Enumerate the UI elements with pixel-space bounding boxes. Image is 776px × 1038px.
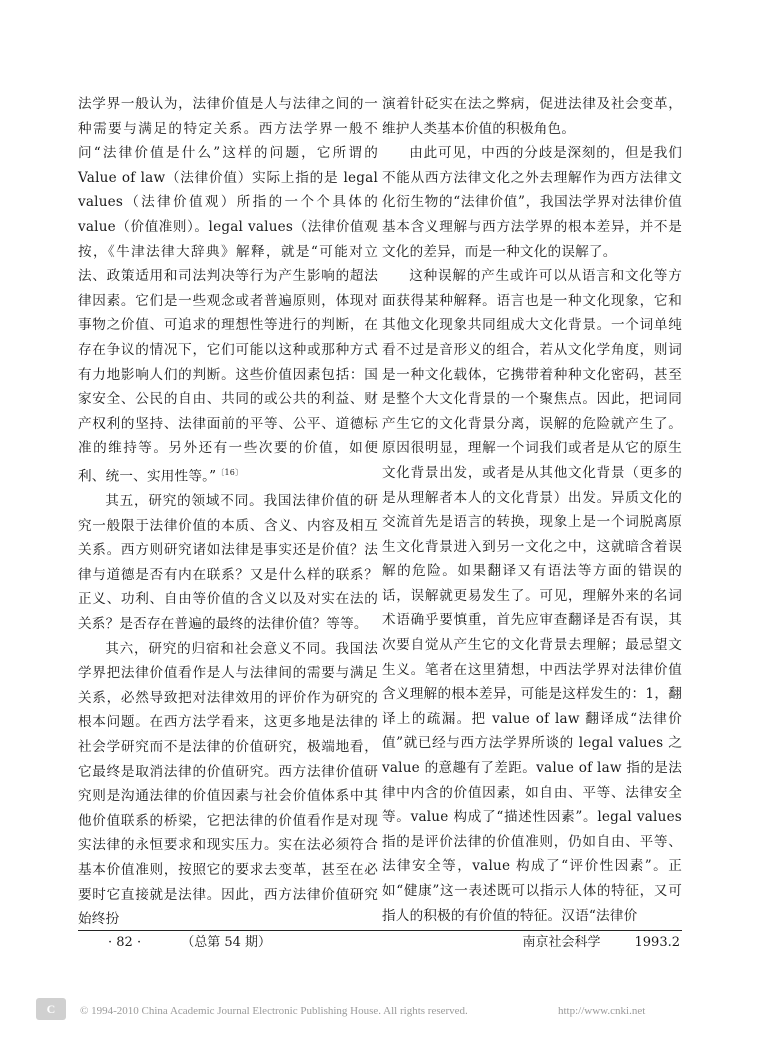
cnki-logo-icon: C bbox=[36, 998, 66, 1020]
paragraph: 其六，研究的归宿和社会意义不同。我国法学界把法律价值看作是人与法律间的需要与满足关系，必然导致把对法律效用的评价作为研究的根本问题。在西方法学看来，这更多地是法律的社会学研究而不是法律的价值研究，极端地看，它最终是取消法律的价值研究。西方法律价值研究则是沟通法律的价值因素与社会价值体系中其他价值联系的桥梁，它把法律的价值看作是对现实法律的永恒要求和现实压力。实在法必须符合基本价值准则，按照它的要求去变革，甚至在必要时它直接就是法律。因此，西方法律价值研究始终扮 bbox=[78, 640, 378, 928]
footer-left bbox=[108, 934, 271, 952]
paragraph: 演着针砭实在法之弊病，促进法律及社会变革，维护人类基本价值的积极角色。 bbox=[382, 96, 682, 137]
issue-date: 1993.2 bbox=[634, 935, 680, 950]
journal-name: 南京社会科学 bbox=[522, 935, 601, 950]
right-text-column bbox=[382, 92, 682, 928]
left-text-column bbox=[78, 92, 378, 932]
footer-rule bbox=[78, 930, 682, 931]
paragraph: 由此可见，中西的分歧是深刻的，但是我们不能从西方法律文化之外去理解作为西方法律文化衍生物的“法律价值”，我国法学界对法律价值基本含义理解与西方法学界的根本差异，并不是文化的差异，而是一种文化的误解了。 bbox=[382, 145, 682, 260]
paragraph: 其五，研究的领域不同。我国法律价值的研究一般限于法律价值的本质、含义、内容及相互关系。西方则研究诸如法律是事实还是价值？法律与道德是否有内在联系？又是什么样的联系？正义、功利、自由等价值的含义以及对实在法的关系？是否存在普遍的最终的法律价值？等等。 bbox=[78, 493, 378, 632]
page-number: · 82 · bbox=[108, 935, 142, 950]
citation-mark: 〔16〕 bbox=[216, 467, 244, 477]
footer-right bbox=[522, 934, 680, 952]
issue-number: （总第 54 期） bbox=[181, 935, 272, 950]
paragraph: 这种误解的产生或许可以从语言和文化等方面获得某种解释。语言也是一种文化现象，它和其他文化现象共同组成大文化背景。一个词单纯看不过是音形义的组合，若从文化学角度，则词是一种文化载体，它携带着种种文化密码，甚至是整个大文化背景的一个聚焦点。因此，把词同产生它的文化背景分离，误解的危险就产生了。原因很明显，理解一个词我们或者是从它的原生文化背景出发，或者是从其他文化背景（更多的是从理解者本人的文化背景）出发。异质文化的交流首先是语言的转换，现象上是一个词脱离原生文化背景进入到另一文化之中，这就暗含着误解的危险。如果翻译又有语法等方面的错误的话，误解就更易发生了。可见，理解外来的名词术语确乎要慎重，首先应审查翻译是否有误，其次要自觉从产生它的文化背景去理解；最忌望文生义。笔者在这里猜想，中西法学界对法律价值含义理解的根本差异，可能是这样发生的：1，翻译上的疏漏。把 value of law 翻译成“法律价值”就已经与西方法学界所谈的 legal values 之 value 的意趣有了差距。value of law 指的是法律中内含的价值因素，如自由、平等、法律安全等。value 构成了“描述性因素”。legal values 指的是评价法律的价值准则，仍如自由、平等、法律安全等，value 构成了“评价性因素”。正如“健康”这一表述既可以指示人体的特征，又可指人的积极的有价值的特征。汉语“法律价 bbox=[382, 268, 682, 924]
copyright-text: © 1994-2010 China Academic Journal Electronic Publishing House. All rights reserved. bbox=[80, 1005, 468, 1017]
copyright-url[interactable]: http://www.cnki.net bbox=[558, 1005, 646, 1017]
paragraph: 法学界一般认为，法律价值是人与法律之间的一种需要与满足的特定关系。西方法学界一般不问“法律价值是什么”这样的问题，它所谓的 Value of law（法律价值）实际上指的是 legal values（法律价值观）所指的一个个具体的 value（价值准则）。legal values（法律价值观按，《牛津法律大辞典》解释，就是“可能对立法、政策适用和司法判决等行为产生影响的超法律因素。它们是一些观念或者普遍原则，体现对事物之价值、可追求的理想性等进行的判断，在存在争议的情况下，它们可能以这种或那种方式有力地影响人们的判断。这些价值因素包括：国家安全、公民的自由、共同的或公共的利益、财产权利的坚持、法律面前的平等、公平、道德标准的维持等。另外还有一些次要的价值，如便利、统一、实用性等。”$^{〔16〕}$ bbox=[78, 96, 378, 485]
